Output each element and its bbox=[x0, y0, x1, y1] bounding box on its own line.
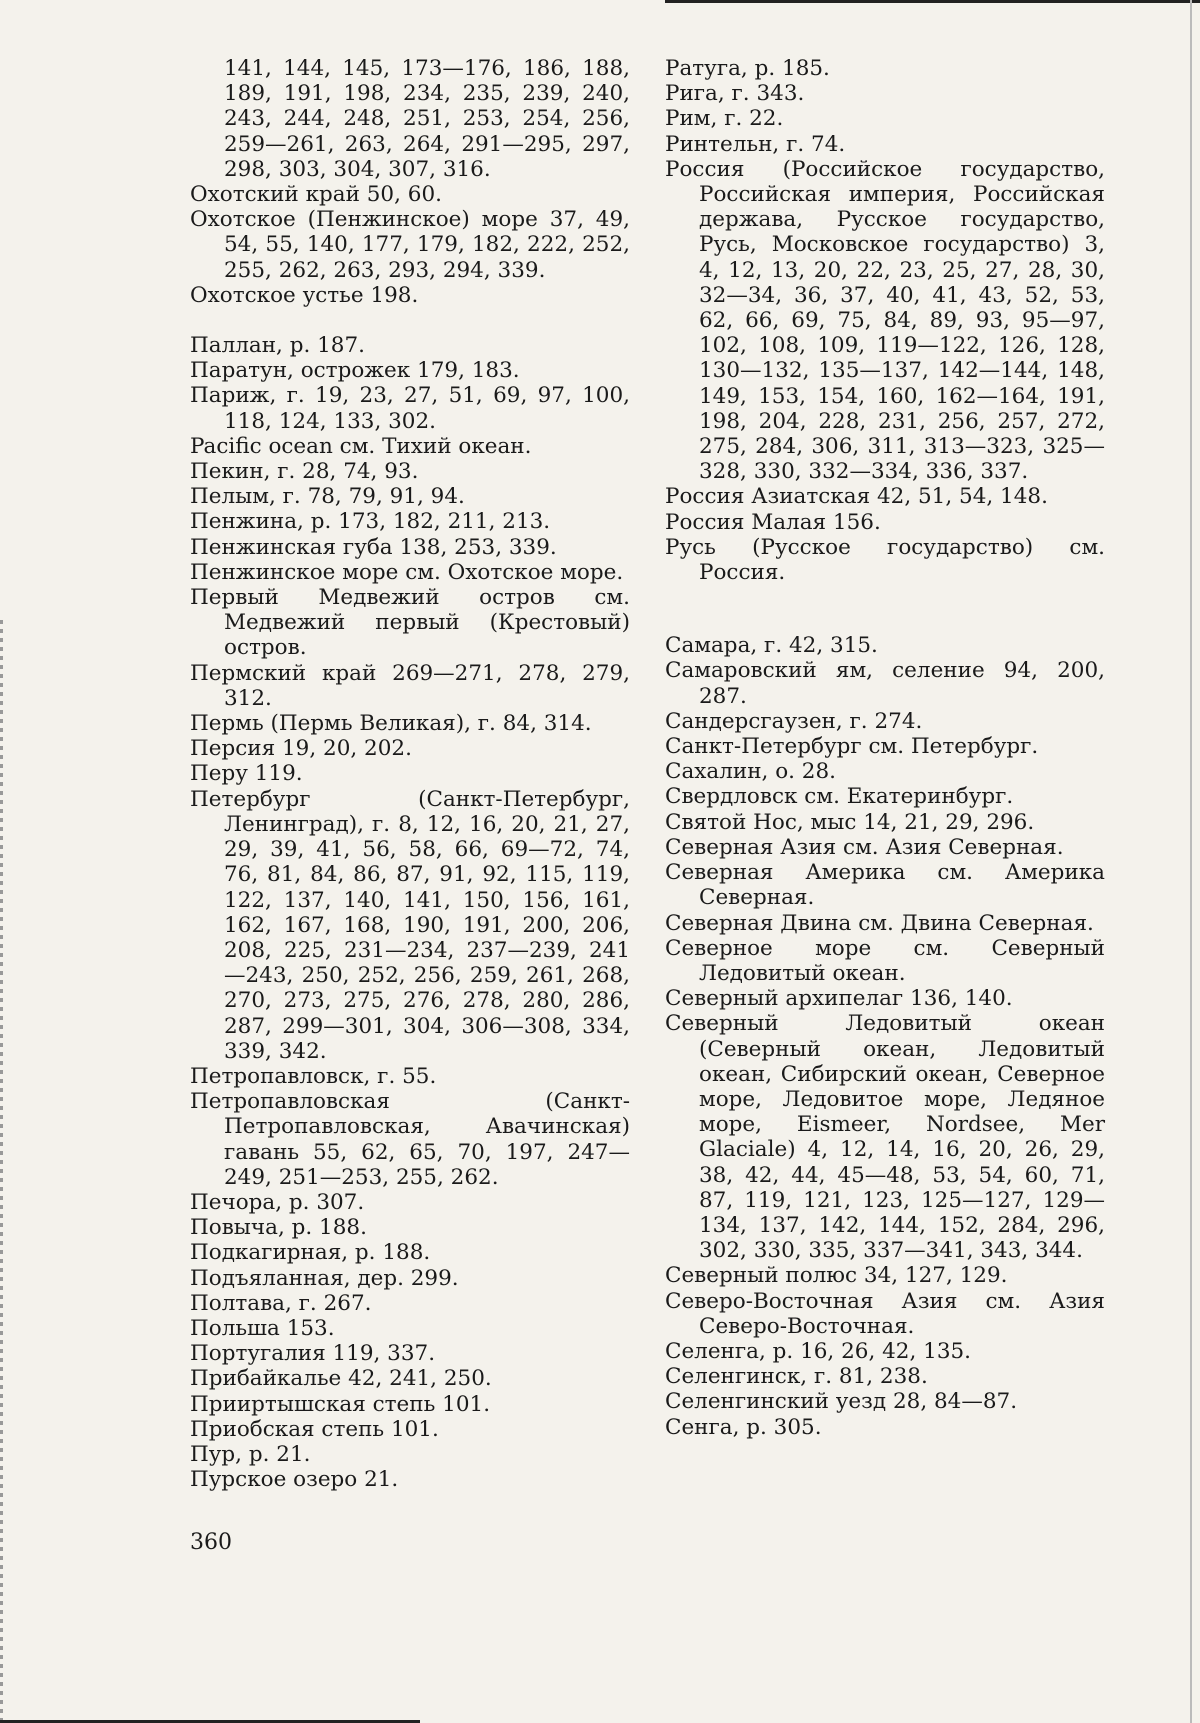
index-entry: Северная Америка см. Америка Северная. bbox=[665, 860, 1105, 911]
index-entry: Подъяланная, дер. 299. bbox=[190, 1265, 459, 1291]
index-entry: Сандерсгаузен, г. 274. bbox=[665, 708, 923, 734]
page-number: 360 bbox=[190, 1530, 232, 1555]
index-entry: Святой Нос, мыс 14, 21, 29, 296. bbox=[665, 809, 1035, 835]
index-entry: Ринтельн, г. 74. bbox=[665, 131, 846, 157]
index-entry: Пурское озеро 21. bbox=[190, 1467, 399, 1493]
index-entry: Охотский край 50, 60. bbox=[190, 182, 442, 208]
section-gap bbox=[190, 308, 630, 333]
index-entry: Петропавловская (Санкт-Петропавловская, Авачинская) гавань 55, 62, 65, 70, 197, 247—249, 251—253, 255, 262. bbox=[190, 1089, 630, 1190]
index-entry: Ратуга, р. 185. bbox=[665, 56, 830, 81]
index-entry: 141, 144, 145, 173—176, 186, 188, 189, 191, 198, 234, 235, 239, 240, 243, 244, 248, 251, 253, 254, 256, 259—261, 263, 264, 291—295, 297, 298, 303, 304, 307, 316. bbox=[224, 56, 630, 182]
index-entry: Свердловск см. Екатеринбург. bbox=[665, 784, 1014, 810]
index-entry: Подкагирная, р. 188. bbox=[190, 1240, 431, 1266]
index-entry: Сенга, р. 305. bbox=[665, 1414, 822, 1440]
index-entry: Россия Малая 156. bbox=[665, 509, 881, 535]
index-entry: Северный Ледовитый океан (Северный океан, Ледовитый океан, Сибирский океан, Северное море, Ледовитое море, Ледяное море, Eismeer, Nordsee, Mer Glaciale) 4, 12, 14, 16, 20, 26, 29, 38, 42, 44, 45—48, 53, 54, 60, 71, 87, 119, 121, 123, 125—127, 129—134, 137, 142, 144, 152, 284, 296, 302, 330, 335, 337—341, 343, 344. bbox=[665, 1011, 1105, 1264]
index-entry: Рига, г. 343. bbox=[665, 81, 805, 107]
index-entry: Паллан, р. 187. bbox=[190, 333, 366, 359]
index-entry: Русь (Русское государство) см. Россия. bbox=[665, 534, 1105, 586]
index-entry: Повыча, р. 188. bbox=[190, 1215, 367, 1241]
index-entry: Пур, р. 21. bbox=[190, 1441, 311, 1467]
index-entry: Прииртышская степь 101. bbox=[190, 1391, 491, 1417]
index-entry: Северное море см. Северный Ледовитый океан. bbox=[665, 935, 1105, 986]
index-entry: Пенжинское море см. Охотское море. bbox=[190, 559, 624, 585]
index-entry: Пекин, г. 28, 74, 93. bbox=[190, 459, 419, 485]
index-entry: Северный полюс 34, 127, 129. bbox=[665, 1263, 1008, 1289]
index-entry: Охотское устье 198. bbox=[190, 282, 419, 308]
index-entry: Пенжина, р. 173, 182, 211, 213. bbox=[190, 509, 551, 535]
scan-edge-left bbox=[0, 620, 3, 1720]
index-entry: Самара, г. 42, 315. bbox=[665, 633, 878, 659]
index-entry: Pacific ocean см. Тихий океан. bbox=[190, 433, 532, 459]
scan-edge-right bbox=[1190, 0, 1192, 1723]
index-entry: Париж, г. 19, 23, 27, 51, 69, 97, 100, 118, 124, 133, 302. bbox=[190, 383, 630, 434]
index-entry: Россия (Российское государство, Российская империя, Российская держава, Русское государство, Русь, Московское государство) 3, 4, 12, 13, 20, 22, 23, 25, 27, 28, 30, 32—34, 36, 37, 40, 41, 43, 52, 53, 62, 66, 69, 75, 84, 89, 93, 95—97, 102, 108, 109, 119—122, 126, 128, 130—132, 135—137, 142—144, 148, 149, 153, 154, 160, 162—164, 191, 198, 204, 228, 231, 256, 257, 272, 275, 284, 306, 311, 313—323, 325—328, 330, 332—334, 336, 337. bbox=[665, 156, 1105, 485]
index-entry: Северный архипелаг 136, 140. bbox=[665, 986, 1013, 1012]
index-entry: Паратун, острожек 179, 183. bbox=[190, 358, 520, 384]
index-entry: Селенгинский уезд 28, 84—87. bbox=[665, 1389, 1018, 1415]
index-entry: Полтава, г. 267. bbox=[190, 1290, 372, 1316]
index-entry: Петербург (Санкт-Петербург, Ленинград), г. 8, 12, 16, 20, 21, 27, 29, 39, 41, 56, 58, 66, 69—72, 74, 76, 81, 84, 86, 87, 91, 92, 115, 119, 122, 137, 140, 141, 150, 156, 161, 162, 167, 168, 190, 191, 200, 206, 208, 225, 231—234, 237—239, 241—243, 250, 252, 256, 259, 261, 268, 270, 273, 275, 276, 278, 280, 286, 287, 299—301, 304, 306—308, 334, 339, 342. bbox=[190, 786, 630, 1064]
index-entry: Северо-Восточная Азия см. Азия Северо-Восточная. bbox=[665, 1288, 1105, 1339]
index-entry: Рим, г. 22. bbox=[665, 106, 784, 132]
section-gap bbox=[665, 585, 1105, 633]
index-entry: Пермский край 269—271, 278, 279, 312. bbox=[190, 660, 630, 711]
index-entry: Печора, р. 307. bbox=[190, 1189, 365, 1215]
index-entry: Приобская степь 101. bbox=[190, 1416, 439, 1442]
index-entry: Португалия 119, 337. bbox=[190, 1341, 436, 1367]
index-entry: Россия Азиатская 42, 51, 54, 148. bbox=[665, 484, 1048, 510]
index-entry: Пелым, г. 78, 79, 91, 94. bbox=[190, 484, 465, 510]
index-entry: Польша 153. bbox=[190, 1315, 335, 1341]
index-entry: Пенжинская губа 138, 253, 339. bbox=[190, 534, 557, 560]
index-entry: Самаровский ям, селение 94, 200, 287. bbox=[665, 658, 1105, 709]
scan-edge-top bbox=[665, 0, 1200, 3]
index-entry: Северная Азия см. Азия Северная. bbox=[665, 834, 1064, 860]
index-entry: Охотское (Пенжинское) море 37, 49, 54, 55, 140, 177, 179, 182, 222, 252, 255, 262, 263, 293, 294, 339. bbox=[190, 207, 630, 283]
index-entry: Сахалин, о. 28. bbox=[665, 759, 837, 785]
index-column-right bbox=[665, 56, 1105, 1440]
index-entry: Северная Двина см. Двина Северная. bbox=[665, 910, 1094, 936]
index-entry: Пермь (Пермь Великая), г. 84, 314. bbox=[190, 711, 592, 737]
index-entry: Санкт-Петербург см. Петербург. bbox=[665, 734, 1039, 760]
index-entry: Селенгинск, г. 81, 238. bbox=[665, 1364, 928, 1390]
index-entry: Селенга, р. 16, 26, 42, 135. bbox=[665, 1338, 972, 1364]
index-entry: Персия 19, 20, 202. bbox=[190, 736, 412, 762]
index-entry: Прибайкалье 42, 241, 250. bbox=[190, 1366, 492, 1392]
index-column-left bbox=[190, 56, 630, 1492]
index-entry: Перу 119. bbox=[190, 761, 303, 787]
index-entry: Петропавловск, г. 55. bbox=[190, 1063, 437, 1089]
index-entry: Первый Медвежий остров см. Медвежий первый (Крестовый) остров. bbox=[190, 585, 630, 661]
